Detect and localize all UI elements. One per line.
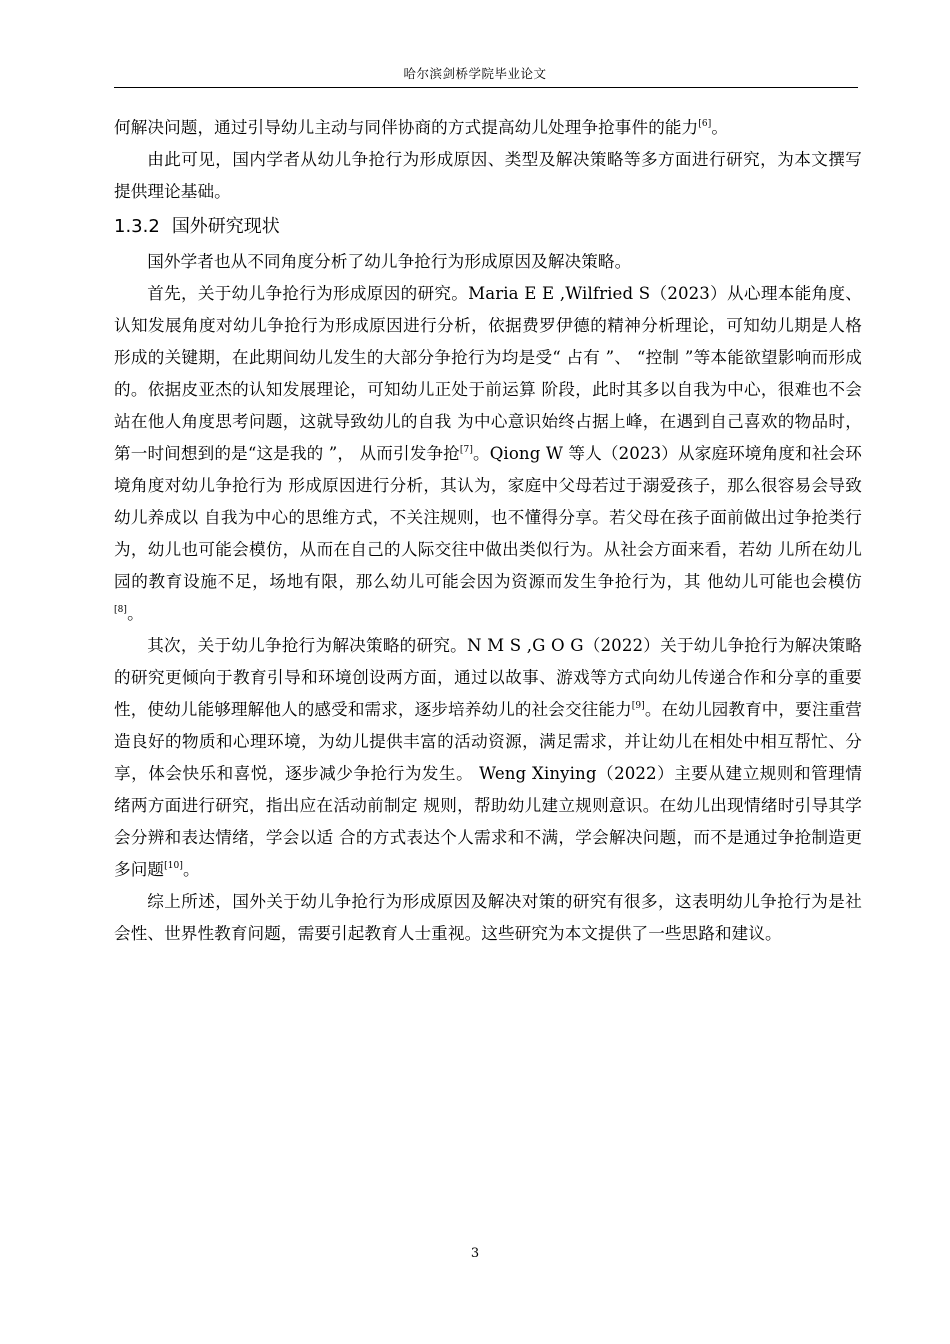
paragraph-conclusion [114, 886, 862, 950]
citation-ref-8: [8] [114, 605, 128, 615]
paragraph-intro [114, 246, 862, 278]
paragraph-strategies [114, 630, 862, 886]
section-heading [114, 210, 862, 244]
paragraph-end: 。 [127, 604, 144, 623]
citation-ref-7: [7] [459, 445, 473, 455]
paragraph-end: 。 [711, 118, 729, 137]
paragraph-text: 。Qiong W 等人（2023）从家庭环境角度和社会环境角度对幼儿争抢行为 形成原因进行分析，其认为，家庭中父母若过于溺爱孩子，那么很容易会导致幼儿养成以 自我为中心的思维方式，不关注规则，也不懂得分享。若父母在孩子面前做出过争抢类行 为，幼儿也可能会模仿，从而在自己的人际交往中做出类似行为。从社会方面来看，若幼 儿所在幼儿园的教育设施不足，场地有限，那么幼儿可能会因为资源而发生争抢行为，其 他幼儿可能也会模仿 [114, 444, 862, 591]
header-divider [114, 87, 858, 88]
paragraph-text: 由此可见，国内学者从幼儿争抢行为形成原因、类型及解决策略等多方面进行研究，为本文撰写提供理论基础。 [114, 150, 862, 201]
paragraph-text: 其次，关于幼儿争抢行为解决策略的研究。N M S ,G O G（2022）关于幼儿争抢行为解决策略的研究更倾向于教育引导和环境创设两方面，通过以故事、游戏等方式向幼儿传递合作和分享的重要性，使幼儿能够理解他人的感受和需求，逐步培养幼儿的社会交往能力 [114, 636, 862, 719]
page-body [114, 112, 862, 950]
paragraph-domestic-summary [114, 144, 862, 208]
paragraph-continuation [114, 112, 862, 144]
paragraph-text: 。在幼儿园教育中，要注重营造良好的物质和心理环境，为幼儿提供丰富的活动资源，满足需求，并让幼儿在相处中相互帮忙、分享，体会快乐和喜悦，逐步减少争抢行为发生。 Weng Xinying（2022）主要从建立规则和管理情绪两方面进行研究，指出应在活动前制定 规则，帮助幼儿建立规则意识。在幼儿出现情绪时引导其学会分辨和表达情绪，学会以适 合的方式表达个人需求和不满，学会解决问题，而不是通过争抢制造更多问题 [114, 700, 862, 879]
paragraph-text: 何解决问题，通过引导幼儿主动与同伴协商的方式提高幼儿处理争抢事件的能力 [114, 118, 699, 137]
paragraph-text: 首先，关于幼儿争抢行为形成原因的研究。Maria E E ,Wilfried S（2023）从心理本能角度、认知发展角度对幼儿争抢行为形成原因进行分析，依据费罗伊德的精神分析理论，可知幼儿期是人格形成的关键期，在此期间幼儿发生的大部分争抢行为均是受“ 占有 ”、 “控制 ”等本能欲望影响而形成的。依据皮亚杰的认知发展理论，可知幼儿正处于前运算 阶段，此时其多以自我为中心，很难也不会站在他人角度思考问题，这就导致幼儿的自我 为中心意识始终占据上峰，在遇到自己喜欢的物品时，第一时间想到的是“这是我的 ”， 从而引发争抢 [114, 284, 862, 463]
citation-ref-6: [6] [698, 119, 712, 129]
paragraph-end: 。 [182, 860, 200, 879]
running-header-title: 哈尔滨剑桥学院毕业论文 [403, 66, 547, 81]
citation-ref-10: [10] [164, 861, 183, 871]
section-number: 1.3.2 [114, 216, 160, 237]
paragraph-causes [114, 278, 862, 630]
section-title: 国外研究现状 [171, 216, 280, 237]
paragraph-text: 综上所述，国外关于幼儿争抢行为形成原因及解决对策的研究有很多，这表明幼儿争抢行为是社会性、世界性教育问题，需要引起教育人士重视。这些研究为本文提供了一些思路和建议。 [114, 892, 862, 943]
page-number: 3 [470, 1246, 480, 1261]
citation-ref-9: [9] [631, 701, 645, 711]
paragraph-text: 国外学者也从不同角度分析了幼儿争抢行为形成原因及解决策略。 [147, 252, 632, 271]
